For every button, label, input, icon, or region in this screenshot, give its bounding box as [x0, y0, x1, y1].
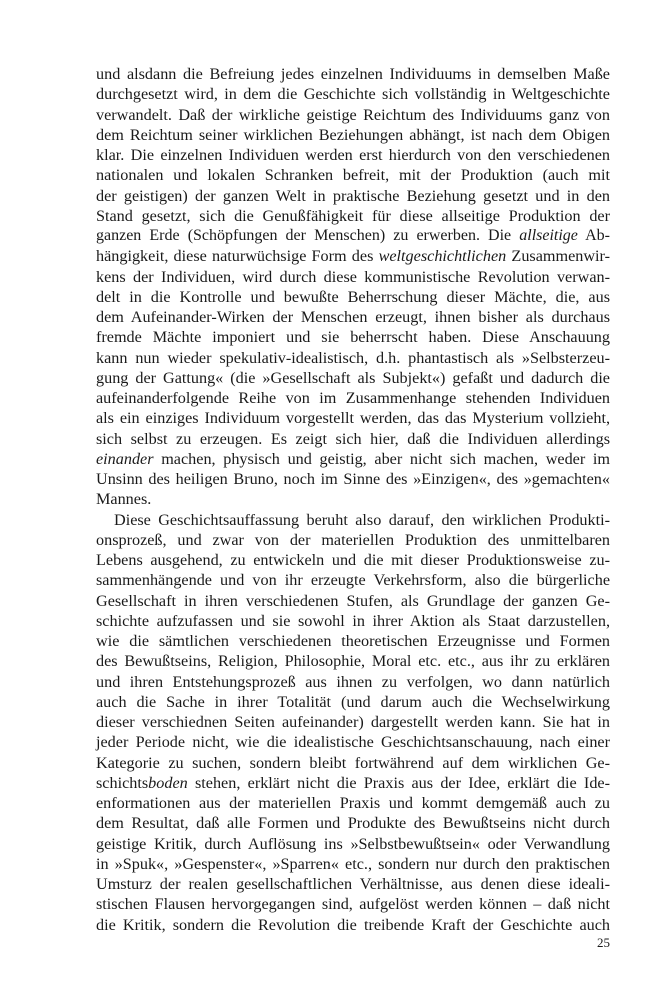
text-line	[96, 307, 610, 327]
line-text: delt in die Kontrolle und bewußte Beherrschung dieser Mächte, die, aus	[96, 287, 610, 306]
line-text: verwandelt. Daß der wirkliche geistige Reichtum des Individuums ganz von	[96, 105, 610, 124]
text-line	[96, 408, 610, 428]
line-text: kens der Individuen, wird durch diese kommunistische Revolution verwan-	[96, 267, 610, 286]
line-text: auch die Sache in ihrer Totalität (und darum auch die Wechselwirkung	[96, 692, 610, 711]
line-text: Gesellschaft in ihren verschiedenen Stufen, als Grundlage der ganzen Ge-	[96, 591, 610, 610]
line-text: Umsturz der realen gesellschaftlichen Verhältnisse, aus denen diese ideali-	[96, 875, 610, 893]
text-line	[96, 510, 610, 530]
line-text: sich selbst zu erzeugen. Es zeigt sich hier, daß die Individuen allerdings	[96, 429, 610, 448]
line-text: als ein einziges Individuum vorgestellt werden, das das Mysterium vollzieht,	[96, 409, 610, 428]
text-line	[96, 530, 610, 550]
line-italic-text: weltgeschichtlichen	[378, 247, 507, 266]
line-text: dieser verschiednen Seiten aufeinander) dargestellt werden kann. Sie hat in	[96, 713, 610, 731]
line-text: dem Aufeinander-Wirken der Menschen erzeugt, ihnen bisher als durchaus	[96, 308, 610, 326]
text-line	[96, 651, 610, 671]
text-line	[96, 894, 610, 914]
line-text: Stand gesetzt, sich die Genußfähigkeit für diese allseitige Produktion der	[96, 206, 610, 225]
line-text: Unsinn des heiligen Bruno, noch im Sinne des »Einzigen«, des »gemachten«	[96, 470, 610, 488]
line-text: der geistigen) der ganzen Welt in praktische Beziehung gesetzt und in den	[96, 186, 610, 205]
line-text: schichts	[96, 773, 149, 792]
line-italic-text: boden	[148, 773, 188, 792]
text-line	[96, 64, 610, 84]
line-text: in »Spuk«, »Gespenster«, »Sparren« etc., sondern nur durch den praktischen	[96, 854, 610, 873]
line-text: Kategorie zu suchen, sondern bleibt fortwährend auf dem wirklichen Ge-	[96, 753, 610, 772]
text-line	[96, 489, 610, 509]
line-text: onsprozeß, und zwar von der materiellen Produktion des unmittelbaren	[96, 530, 610, 549]
text-line	[96, 226, 610, 246]
line-text: des Bewußtseins, Religion, Philosophie, Moral etc. etc., aus ihr zu erklären	[96, 652, 610, 671]
line-text-after: Ab-	[577, 227, 610, 244]
text-line	[96, 429, 610, 449]
text-line	[96, 186, 610, 206]
text-line	[96, 125, 610, 145]
line-text: wie die sämtlichen verschiedenen theoretischen Erzeugnisse und Formen	[96, 632, 610, 650]
text-line	[96, 874, 610, 894]
line-text: jeder Periode nicht, wie die idealistische Geschichtsanschauung, nach einer	[96, 733, 610, 752]
text-line	[96, 591, 610, 611]
line-text: kann nun wieder spekulativ-idealistisch, d.h. phantastisch als »Selbsterzeu-	[96, 348, 610, 367]
line-text: dem Resultat, daß alle Formen und Produkte des Bewußtseins nicht durch	[96, 814, 610, 833]
text-line	[96, 570, 610, 590]
text-line	[96, 348, 610, 368]
text-line	[96, 813, 610, 833]
text-line	[96, 915, 610, 935]
line-text-after: stehen, erklärt nicht die Praxis aus der Idee, erklärt die Ide-	[187, 773, 610, 792]
line-text: geistige Kritik, durch Auflösung ins »Selbstbewußtsein« oder Verwandlung	[96, 834, 610, 853]
line-text: ganzen Erde (Schöpfungen der Menschen) zu erwerben. Die	[96, 227, 520, 244]
line-text: aufeinanderfolgende Reihe von im Zusammenhange stehenden Individuen	[96, 389, 610, 407]
line-text: durchgesetzt wird, in dem die Geschichte sich vollständig in Weltgeschichte	[96, 85, 610, 104]
text-line	[96, 84, 610, 104]
line-text: nationalen und lokalen Schranken befreit, mit der Produktion (auch mit	[96, 166, 610, 185]
text-line	[96, 145, 610, 165]
text-line	[96, 854, 610, 874]
text-line	[96, 287, 610, 307]
line-text: die Kritik, sondern die Revolution die treibende Kraft der Geschichte auch	[96, 915, 610, 934]
line-italic-text: einander	[96, 449, 154, 468]
line-text: sammenhängende und von ihr erzeugte Verkehrsform, also die bürgerliche	[96, 571, 610, 590]
text-line	[96, 793, 610, 813]
line-text-after: Zusammenwir-	[506, 247, 610, 266]
text-line	[96, 246, 610, 266]
line-text-after: machen, physisch und geistig, aber nicht sich machen, weder im	[153, 449, 610, 468]
text-line	[96, 692, 610, 712]
text-line	[96, 732, 610, 752]
text-line	[96, 712, 610, 732]
line-italic-text: allseitige	[519, 227, 578, 244]
line-text: schichte aufzufassen und sie sowohl in ihrer Aktion als Staat darzustellen,	[96, 611, 610, 630]
line-text: Diese Geschichtsauffassung beruht also darauf, den wirklichen Produkti-	[114, 510, 610, 529]
line-text: hängigkeit, diese naturwüchsige Form des	[96, 247, 379, 266]
line-text: fremde Mächte imponiert und sie beherrscht haben. Diese Anschauung	[96, 328, 610, 347]
line-text: und ihren Entstehungsprozeß aus ihnen zu verfolgen, wo dann natürlich	[96, 672, 610, 691]
body-text	[96, 64, 610, 935]
text-line	[96, 449, 610, 469]
text-line	[96, 469, 610, 489]
page-number: 25	[597, 935, 610, 950]
line-text: dem Reichtum seiner wirklichen Beziehungen abhängt, ist nach dem Obigen	[96, 125, 610, 144]
text-line	[96, 773, 610, 793]
line-text: enformationen aus der materiellen Praxis und kommt demgemäß auch zu	[96, 794, 610, 812]
text-line	[96, 631, 610, 651]
text-line	[96, 368, 610, 388]
text-line	[96, 672, 610, 692]
line-text: und alsdann die Befreiung jedes einzelnen Individuums in demselben Maße	[96, 65, 610, 83]
text-line	[96, 388, 610, 408]
text-line	[96, 327, 610, 347]
text-line	[96, 550, 610, 570]
text-line	[96, 165, 610, 185]
line-text: Lebens ausgehend, zu entwickeln und die mit dieser Produktionsweise zu-	[96, 551, 610, 569]
line-text: klar. Die einzelnen Individuen werden erst hierdurch von den verschiedenen	[96, 146, 610, 164]
text-line	[96, 753, 610, 773]
text-line	[96, 105, 610, 125]
line-text: gung der Gattung« (die »Gesellschaft als Subjekt«) gefaßt und dadurch die	[96, 368, 610, 387]
text-line	[96, 267, 610, 287]
text-line	[96, 611, 610, 631]
line-text: stischen Flausen hervorgegangen sind, aufgelöst werden können – daß nicht	[96, 895, 610, 914]
text-line	[96, 834, 610, 854]
line-text: Mannes.	[96, 490, 152, 509]
text-line	[96, 206, 610, 226]
